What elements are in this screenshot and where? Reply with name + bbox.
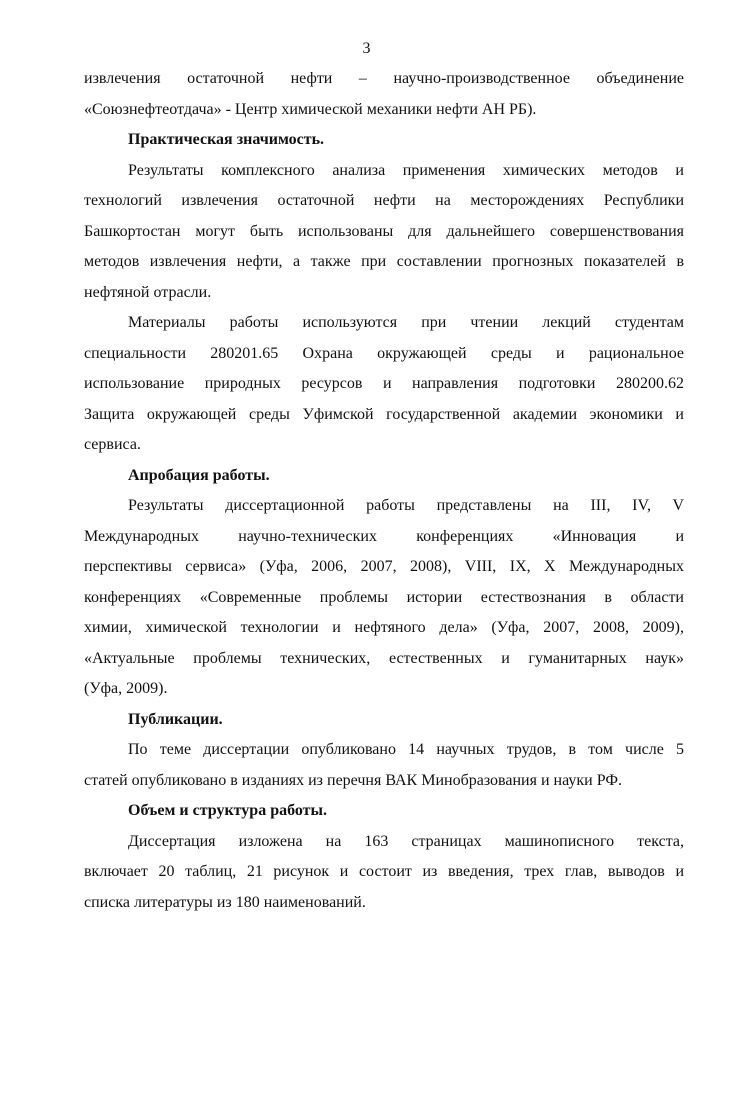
text-line: (Уфа, 2009). [84, 680, 168, 697]
text-line: химии, химической технологии и нефтяного дела» (Уфа, 2007, 2008, 2009), [84, 619, 684, 636]
text-line: «Актуальные проблемы технических, естественных и гуманитарных наук» [84, 649, 684, 667]
text-line: списка литературы из 180 наименований. [84, 893, 366, 911]
paragraph [84, 827, 684, 919]
paragraph [84, 64, 684, 125]
paragraph [84, 308, 684, 461]
paragraph [84, 156, 684, 309]
section-heading: Объем и структура работы. [128, 802, 328, 819]
text-line: статей опубликовано в изданиях из перечня ВАК Минобразования и науки РФ. [84, 771, 622, 789]
text-line: Результаты комплексного анализа применения химических методов и [128, 161, 684, 179]
text-line: включает 20 таблиц, 21 рисунок и состоит из введения, трех глав, выводов и [84, 863, 684, 880]
section-heading: Публикации. [128, 710, 223, 728]
paragraph [84, 491, 684, 705]
text-line: специальности 280201.65 Охрана окружающей среды и рациональное [84, 344, 684, 362]
text-line: сервиса. [84, 436, 141, 453]
page-number: 3 [362, 40, 371, 57]
text-line: Башкортостан могут быть использованы для дальнейшего совершенствования [84, 222, 684, 240]
document-body [84, 64, 684, 918]
section-heading: Практическая значимость. [128, 131, 325, 148]
text-line: конференциях «Современные проблемы истории естествознания в области [84, 588, 684, 606]
text-line: нефтяной отрасли. [84, 283, 212, 301]
text-line: Защита окружающей среды Уфимской государственной академии экономики и [84, 405, 684, 423]
text-line: Результаты диссертационной работы представлены на III, IV, V [128, 497, 684, 514]
text-line: использование природных ресурсов и направления подготовки 280200.62 [84, 375, 684, 392]
text-line: технологий извлечения остаточной нефти на месторождениях Республики [84, 192, 684, 209]
text-line: Диссертация изложена на 163 страницах машинописного текста, [128, 832, 684, 850]
text-line: Материалы работы используются при чтении лекций студентам [128, 314, 684, 331]
text-line: методов извлечения нефти, а также при составлении прогнозных показателей в [84, 253, 684, 270]
text-line: «Союзнефтеотдача» - Центр химической механики нефти АН РБ). [84, 100, 537, 118]
text-line: перспективы сервиса» (Уфа, 2006, 2007, 2008), VIII, IX, X Международных [84, 558, 684, 575]
text-line: По теме диссертации опубликовано 14 научных трудов, в том числе 5 [128, 741, 684, 758]
section-heading: Апробация работы. [128, 466, 270, 484]
paragraph [84, 735, 684, 796]
text-line: Международных научно-технических конференциях «Инновация и [84, 527, 684, 545]
text-line: извлечения остаточной нефти – научно-производственное объединение [84, 70, 684, 87]
